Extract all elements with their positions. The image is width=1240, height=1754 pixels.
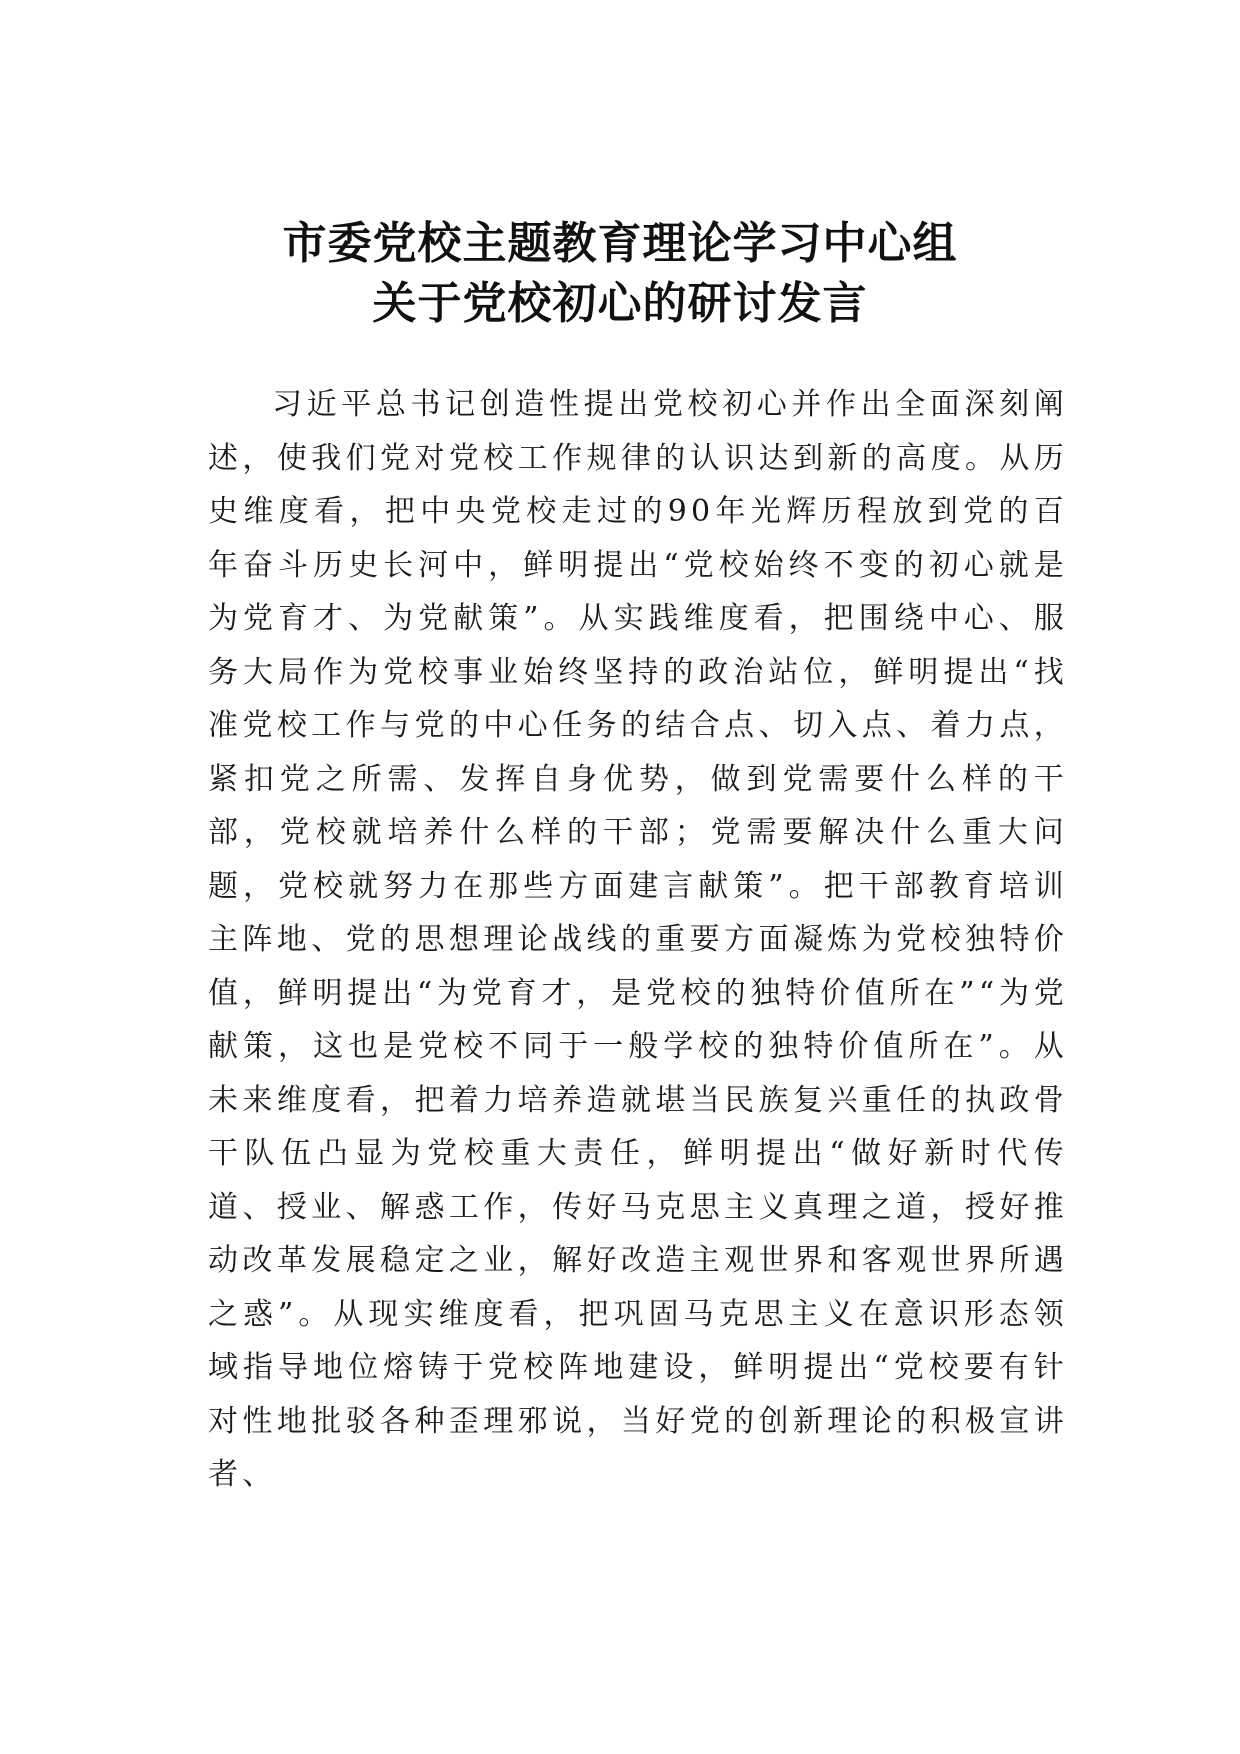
title-line-2: 关于党校初心的研讨发言 xyxy=(372,278,868,329)
title-line-1: 市委党校主题教育理论学习中心组 xyxy=(282,218,958,269)
body-paragraph: 习近平总书记创造性提出党校初心并作出全面深刻阐述，使我们党对党校工作规律的认识达到新的高度。从历史维度看，把中央党校走过的90年光辉历程放到党的百年奋斗历史长河中，鲜明提出“党校始终不变的初心就是为党育才、为党献策”。从实践维度看，把围绕中心、服务大局作为党校事业始终坚持的政治站位，鲜明提出“找准党校工作与党的中心任务的结合点、切入点、着力点，紧扣党之所需、发挥自身优势，做到党需要什么样的干部，党校就培养什么样的干部；党需要解决什么重大问题，党校就努力在那些方面建言献策”。把干部教育培训主阵地、党的思想理论战线的重要方面凝炼为党校独特价值，鲜明提出“为党育才，是党校的独特价值所在”“为党献策，这也是党校不同于一般学校的独特价值所在”。从未来维度看，把着力培养造就堪当民族复兴重任的执政骨干队伍凸显为党校重大责任，鲜明提出“做好新时代传道、授业、解惑工作，传好马克思主义真理之道，授好推动改革发展稳定之业，解好改造主观世界和客观世界所遇之惑”。从现实维度看，把巩固马克思主义在意识形态领域指导地位熔铸于党校阵地建设，鲜明提出“党校要有针对性地批驳各种歪理邪说，当好党的创新理论的积极宣讲者、 xyxy=(208,387,1068,1492)
document-title xyxy=(0,214,1240,334)
